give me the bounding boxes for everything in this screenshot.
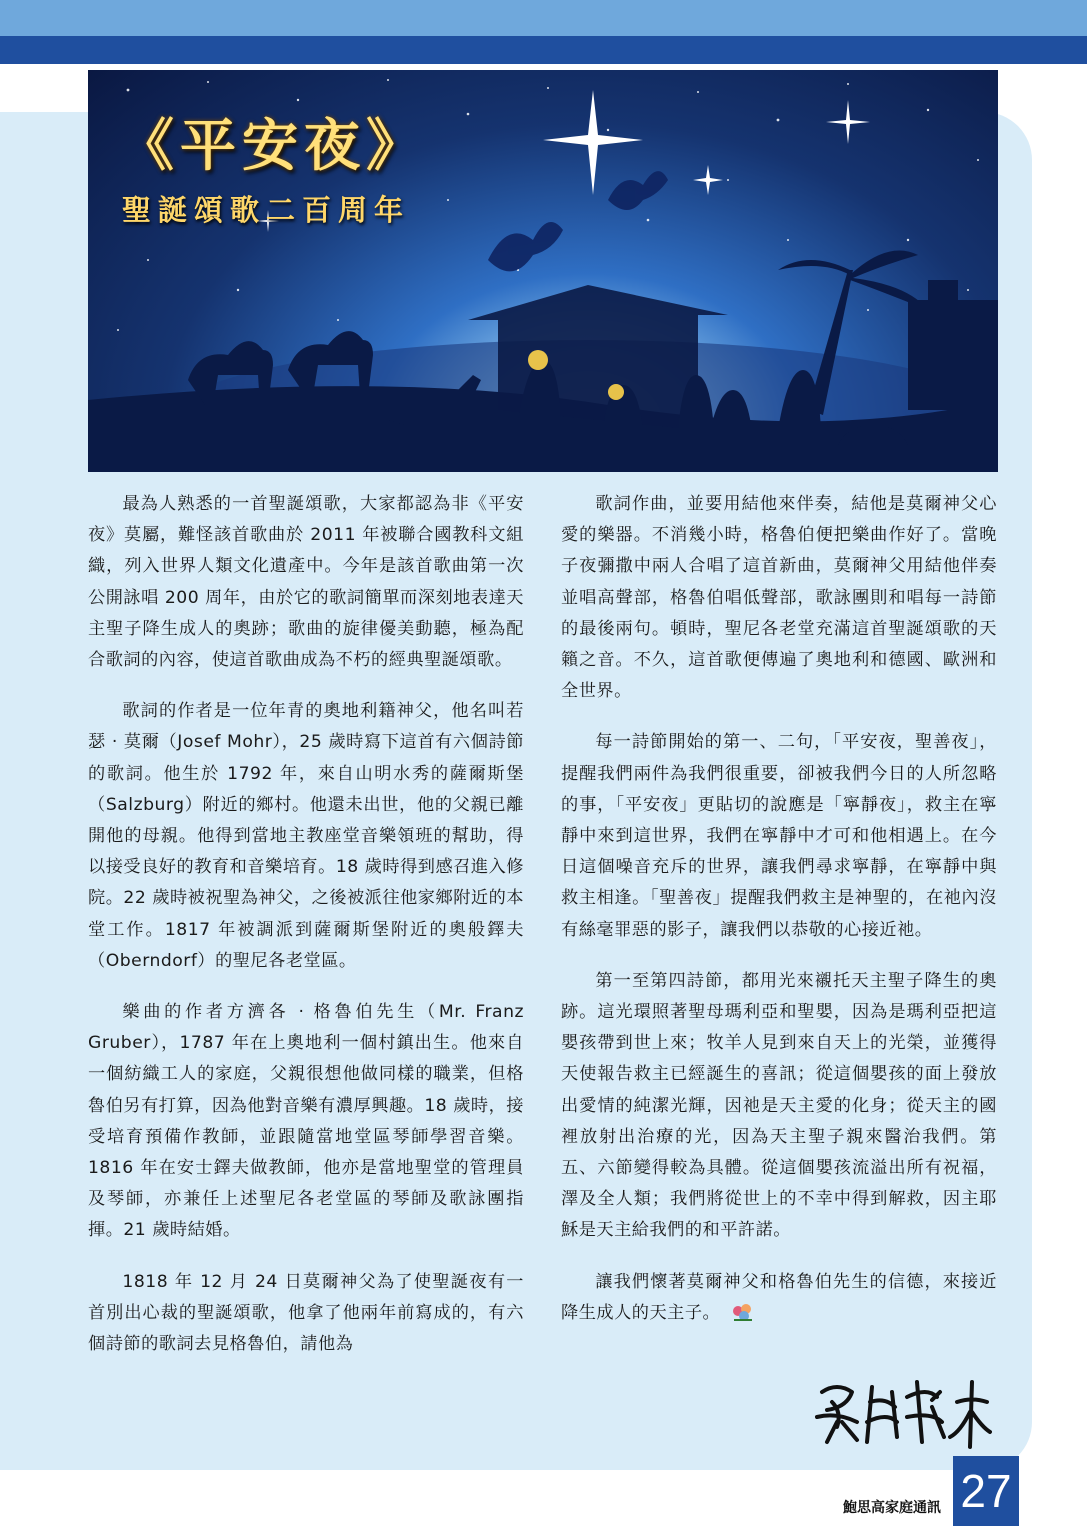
hero-nativity-illustration [88, 70, 998, 472]
page-number: 27 [953, 1456, 1019, 1526]
closing-text: 讓我們懷著莫爾神父和格魯伯先生的信德，來接近降生成人的天主子。 [561, 1271, 997, 1323]
paragraph: 歌詞的作者是一位年青的奧地利籍神父，他名叫若瑟 ‧ 莫爾（Josef Mohr），25 歲時寫下這首有六個詩節的歌詞。他生於 1792 年，來自山明水秀的薩爾斯堡（Salzburg）附近的鄉村。他還未出世，他的父親已離開他的母親。他得到當地主教座堂音樂領班的幫助，得以接受良好的教育和音樂培育。18 歲時得到感召進入修院。22 歲時被祝聖為神父，之後被派往他家鄉附近的本堂工作。1817 年被調派到薩爾斯堡附近的奧般鐸夫（Oberndorf）的聖尼各老堂區。 [88, 701, 524, 971]
top-band-dark [0, 36, 1087, 64]
article-column-right [561, 489, 997, 1349]
paragraph: 樂曲的作者方濟各 ‧ 格魯伯先生（Mr. Franz Gruber），1787 年在上奧地利一個村鎮出生。他來自一個紡織工人的家庭，父親很想他做同樣的職業，但格魯伯另有打算，因為他對音樂有濃厚興趣。18 歲時，接受培育預備作教師，並跟隨當地堂區琴師學習音樂。1816 年在安士鐸夫做教師，他亦是當地聖堂的管理員及琴師，亦兼任上述聖尼各老堂區的琴師及歌詠團指揮。21 歲時結婚。 [88, 1002, 524, 1241]
flower-ornament-icon [730, 1302, 756, 1324]
paragraph: 1818 年 12 月 24 日莫爾神父為了使聖誕夜有一首別出心裁的聖誕頌歌，他拿了他兩年前寫成的，有六個詩節的歌詞去見格魯伯，請他為 [88, 1271, 524, 1355]
article-column-left [88, 489, 524, 1380]
article-subtitle: 聖誕頌歌二百周年 [122, 193, 411, 227]
paragraph: 歌詞作曲，並要用結他來伴奏，結他是莫爾神父心愛的樂器。不消幾小時，格魯伯便把樂曲作好了。當晚子夜彌撒中兩人合唱了這首新曲，莫爾神父用結他伴奏並唱高聲部，格魯伯唱低聲部，歌詠團則和唱每一詩節的最後兩句。頓時，聖尼各老堂充滿這首聖誕頌歌的天籟之音。不久，這首歌便傳遍了奧地利和德國、歐洲和全世界。 [561, 494, 997, 702]
paragraph: 每一詩節開始的第一、二句，「平安夜，聖善夜」，提醒我們兩件為我們很重要，卻被我們今日的人所忽略的事，「平安夜」更貼切的說應是「寧靜夜」，救主在寧靜中來到這世界，我們在寧靜中才可和他相遇上。在今日這個噪音充斥的世界，讓我們尋求寧靜，在寧靜中與救主相逢。「聖善夜」提醒我們救主是神聖的，在祂內沒有絲毫罪惡的影子，讓我們以恭敬的心接近祂。 [561, 732, 997, 940]
paragraph: 第一至第四詩節，都用光來襯托天主聖子降生的奧跡。這光環照著聖母瑪利亞和聖嬰，因為是瑪利亞把這嬰孩帶到世上來；牧羊人見到來自天上的光榮，並獲得天使報告救主已經誕生的喜訊；從這個嬰孩的面上發放出愛情的純潔光輝，因祂是天主愛的化身；從天主的國裡放射出治療的光，因為天主聖子親來醫治我們。第五、六節變得較為具體。從這個嬰孩流溢出所有祝福，澤及全人類；我們將從世上的不幸中得到解救，因主耶穌是天主給我們的和平許諾。 [561, 970, 997, 1241]
top-band-light [0, 0, 1087, 36]
paragraph: 最為人熟悉的一首聖誕頌歌，大家都認為非《平安夜》莫屬，難怪該首歌曲於 2011 年被聯合國教科文組織，列入世界人類文化遺產中。今年是該首歌曲第一次公開詠唱 200 周年，由於它的歌詞簡單而深刻地表達天主聖子降生成人的奧跡；歌曲的旋律優美動聽，極為配合歌詞的內容，使這首歌曲成為不朽的經典聖誕頌歌。 [88, 494, 524, 671]
article-title: 《平安夜》 [118, 113, 428, 179]
paragraph-closing [561, 1267, 997, 1329]
publication-name: 鮑思高家庭通訊 [843, 1500, 941, 1516]
author-signature [812, 1372, 992, 1452]
